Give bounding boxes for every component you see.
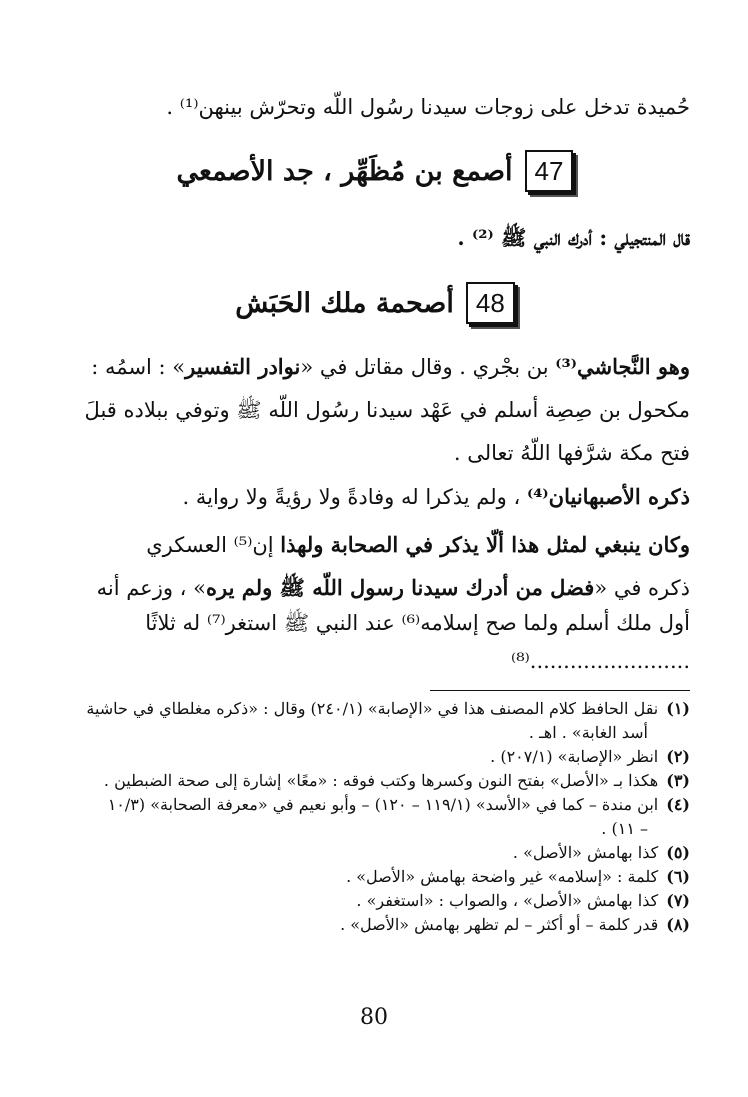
document-page <box>60 0 690 1097</box>
bold-phrase: ذكره الأصبهانيان⁽⁴⁾ <box>526 484 690 509</box>
text-line: وهو النَّجاشي⁽³⁾ بن بجْري . وقال مقاتل في «نوادر التفسير» : اسمُه : <box>91 354 690 379</box>
section-title: أصحمة ملك الحَبَش <box>235 287 454 319</box>
footnote-text: – ١١) . <box>601 819 648 838</box>
bold-name: وهو النَّجاشي⁽³⁾ <box>555 354 690 379</box>
footnote-text: كلمة : «إسلامه» غير واضحة بهامش «الأصل» . <box>346 867 659 886</box>
footnote-number: (٢) <box>666 747 690 766</box>
footnote-text: كذا بهامش «الأصل» ، والصواب : «استغفر» . <box>356 891 659 910</box>
footnote-number: (٦) <box>666 867 690 886</box>
section-number: 48 <box>466 282 515 324</box>
footnote <box>60 842 690 864</box>
section-heading-48 <box>60 282 690 324</box>
footnote-text: هكذا بـ «الأصل» بفتح النون وكسرها وكتب فوقه : «معًا» إشارة إلى صحة الضبطين . <box>103 771 659 790</box>
footnote-number: (٣) <box>666 771 690 790</box>
text-line: مكحول بن صِصِة أسلم في عَهْد سيدنا رسُول اللّه ﷺ وتوفي ببلاده قبلَ <box>84 398 690 422</box>
footnote <box>60 722 690 744</box>
section-heading-47 <box>60 150 690 192</box>
footnote <box>60 890 690 912</box>
footnote-number: (٥) <box>666 843 690 862</box>
text-line: قال المنتجيلي : أدرك النبي ﷺ ⁽²⁾ . <box>457 225 690 250</box>
section-title: أصمع بن مُظَهِّر ، جد الأصمعي <box>176 155 513 187</box>
footnote-text: كذا بهامش «الأصل» . <box>512 843 659 862</box>
book-title: فضل من أدرك سيدنا رسول اللّه ﷺ ولم يره <box>205 575 595 600</box>
footnote-number: (٧) <box>666 891 690 910</box>
section-number: 47 <box>525 150 574 192</box>
text-line: ........................⁽⁸⁾ <box>511 649 690 673</box>
footnote-number: (٨) <box>666 915 690 934</box>
footnote <box>60 818 690 840</box>
footnote-number: (٤) <box>666 795 690 814</box>
book-title: نوادر التفسير <box>185 354 301 379</box>
text-line: ذكره الأصبهانيان⁽⁴⁾ ، ولم يذكرا له وفادةً ولا رؤيةً ولا رواية . <box>182 484 690 509</box>
text-line: وكان ينبغي لمثل هذا ألّا يذكر في الصحابة ولهذا إن⁽⁵⁾ العسكري <box>146 532 690 557</box>
footnote-divider <box>430 690 690 691</box>
text-line: فتح مكة شرَّفها اللّهُ تعالى . <box>453 441 690 465</box>
footnote <box>60 794 690 816</box>
text-line: حُميدة تدخل على زوجات سيدنا رسُول اللّه وتحرّش بينهن⁽¹⁾ . <box>166 95 690 119</box>
footnote-text: ابن مندة – كما في «الأسد» (١١٩/١ – ١٢٠) – وأبو نعيم في «معرفة الصحابة» (١٠/٣ <box>107 795 659 814</box>
footnote-number: (١) <box>666 699 690 718</box>
footnote <box>60 914 690 936</box>
footnote <box>60 866 690 888</box>
footnote-text: أسد الغابة» . اهـ . <box>528 723 648 742</box>
text-line: أول ملك أسلم ولما صح إسلامه⁽⁶⁾ عند النبي ﷺ استغر⁽⁷⁾ له ثلاثًا <box>145 611 690 635</box>
bold-phrase: وكان ينبغي لمثل هذا ألّا يذكر في الصحابة ولهذا <box>280 532 690 557</box>
footnote-text: نقل الحافظ كلام المصنف هذا في «الإصابة» (٢٤٠/١) وقال : «ذكره مغلطاي في حاشية <box>86 699 659 718</box>
footnote <box>60 698 690 720</box>
footnote-text: قدر كلمة – أو أكثر – لم تظهر بهامش «الأصل» . <box>340 915 659 934</box>
footnote <box>60 770 690 792</box>
page-number: 80 <box>360 1005 388 1030</box>
footnote-text: انظر «الإصابة» (٢٠٧/١) . <box>490 747 659 766</box>
text-line: ذكره في «فضل من أدرك سيدنا رسول اللّه ﷺ ولم يره» ، وزعم أنه <box>96 575 690 600</box>
footnote <box>60 746 690 768</box>
